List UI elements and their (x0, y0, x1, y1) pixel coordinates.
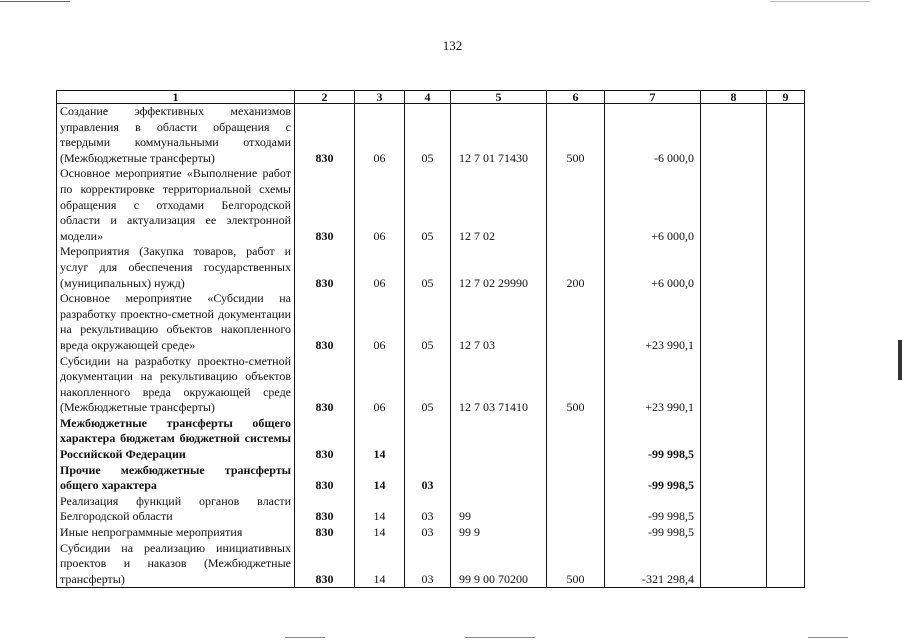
row-subsection: 03 (405, 525, 451, 541)
row-section: 14 (355, 416, 405, 463)
row-col-8 (701, 463, 767, 494)
row-expense-type (547, 463, 605, 494)
row-name: Иные непрограммные мероприятия (57, 525, 295, 541)
row-col-8 (701, 494, 767, 525)
row-target-article: 12 7 03 (451, 291, 547, 353)
row-subsection: 05 (405, 354, 451, 416)
row-section: 06 (355, 166, 405, 244)
table-row (57, 494, 805, 525)
row-subsection: 05 (405, 244, 451, 291)
row-section: 14 (355, 525, 405, 541)
row-col-8 (701, 244, 767, 291)
row-grbs: 830 (295, 354, 355, 416)
row-target-article: 99 9 (451, 525, 547, 541)
row-subsection: 05 (405, 104, 451, 167)
header-row (57, 91, 805, 104)
scan-top-line-left (0, 1, 70, 2)
row-target-article: 99 (451, 494, 547, 525)
row-expense-type (547, 291, 605, 353)
row-amount: -6 000,0 (605, 104, 701, 167)
row-name: Основное мероприятие «Субсидии на разработку проектно-сметной документации на рекультивацию объектов накопленного вреда окружающей среде» (57, 291, 295, 353)
row-col-9 (767, 166, 805, 244)
page-number: 132 (442, 38, 463, 53)
binding-edge-mark (898, 340, 902, 380)
scan-top-line-right (770, 1, 870, 2)
row-col-9 (767, 354, 805, 416)
row-grbs: 830 (295, 416, 355, 463)
row-section: 14 (355, 541, 405, 588)
scan-bottom-line-3 (808, 637, 848, 638)
row-expense-type: 500 (547, 541, 605, 588)
header-col-9: 9 (767, 91, 805, 104)
row-amount: +6 000,0 (605, 166, 701, 244)
row-name: Основное мероприятие «Выполнение работ по корректировке территориальной схемы обращения с отходами Белгородской области и актуализация ее электронной модели» (57, 166, 295, 244)
row-col-9 (767, 416, 805, 463)
row-grbs: 830 (295, 494, 355, 525)
row-col-9 (767, 104, 805, 167)
table-row (57, 291, 805, 353)
table-row (57, 525, 805, 541)
row-section: 06 (355, 354, 405, 416)
row-target-article (451, 463, 547, 494)
row-expense-type (547, 166, 605, 244)
row-target-article: 12 7 01 71430 (451, 104, 547, 167)
row-amount: -99 998,5 (605, 416, 701, 463)
row-name: Прочие межбюджетные трансферты общего характера (57, 463, 295, 494)
header-col-8: 8 (701, 91, 767, 104)
table-body (57, 104, 805, 588)
header-col-6: 6 (547, 91, 605, 104)
row-subsection: 05 (405, 166, 451, 244)
row-amount: +23 990,1 (605, 354, 701, 416)
row-expense-type (547, 416, 605, 463)
row-expense-type (547, 494, 605, 525)
row-col-8 (701, 354, 767, 416)
row-section: 14 (355, 463, 405, 494)
row-grbs: 830 (295, 104, 355, 167)
table-row (57, 166, 805, 244)
row-name: Субсидии на реализацию инициативных проектов и наказов (Межбюджетные трансферты) (57, 541, 295, 588)
row-grbs: 830 (295, 166, 355, 244)
budget-table (56, 90, 805, 588)
row-subsection: 03 (405, 463, 451, 494)
row-grbs: 830 (295, 291, 355, 353)
row-section: 06 (355, 104, 405, 167)
row-grbs: 830 (295, 525, 355, 541)
row-amount: -99 998,5 (605, 525, 701, 541)
row-expense-type: 500 (547, 104, 605, 167)
row-name: Мероприятия (Закупка товаров, работ и услуг для обеспечения государственных (муниципальных) нужд) (57, 244, 295, 291)
row-amount: -99 998,5 (605, 494, 701, 525)
row-grbs: 830 (295, 244, 355, 291)
row-col-9 (767, 463, 805, 494)
row-col-9 (767, 541, 805, 588)
row-section: 06 (355, 291, 405, 353)
row-subsection: 03 (405, 494, 451, 525)
header-col-7: 7 (605, 91, 701, 104)
table-row (57, 463, 805, 494)
row-col-9 (767, 494, 805, 525)
header-col-2: 2 (295, 91, 355, 104)
table-row (57, 541, 805, 588)
row-name: Субсидии на разработку проектно-сметной документации на рекультивацию объектов накопленного вреда окружающей среде (Межбюджетные трансферты) (57, 354, 295, 416)
table-row (57, 244, 805, 291)
scan-bottom-line-2 (465, 637, 535, 638)
row-target-article: 12 7 03 71410 (451, 354, 547, 416)
row-grbs: 830 (295, 541, 355, 588)
row-amount: -99 998,5 (605, 463, 701, 494)
header-col-5: 5 (451, 91, 547, 104)
row-name: Реализация функций органов власти Белгородской области (57, 494, 295, 525)
table-row (57, 354, 805, 416)
row-target-article: 12 7 02 29990 (451, 244, 547, 291)
row-amount: +23 990,1 (605, 291, 701, 353)
row-subsection: 05 (405, 291, 451, 353)
row-col-9 (767, 244, 805, 291)
row-col-8 (701, 525, 767, 541)
row-subsection: 03 (405, 541, 451, 588)
table-row (57, 416, 805, 463)
row-name: Межбюджетные трансферты общего характера бюджетам бюджетной системы Российской Федерации (57, 416, 295, 463)
row-expense-type: 500 (547, 354, 605, 416)
row-section: 06 (355, 244, 405, 291)
row-expense-type (547, 525, 605, 541)
header-col-4: 4 (405, 91, 451, 104)
row-expense-type: 200 (547, 244, 605, 291)
row-amount: +6 000,0 (605, 244, 701, 291)
row-subsection (405, 416, 451, 463)
row-amount: -321 298,4 (605, 541, 701, 588)
row-col-8 (701, 416, 767, 463)
row-section: 14 (355, 494, 405, 525)
row-col-9 (767, 525, 805, 541)
row-col-8 (701, 104, 767, 167)
row-target-article (451, 416, 547, 463)
row-col-8 (701, 166, 767, 244)
table-row (57, 104, 805, 167)
row-col-8 (701, 541, 767, 588)
header-col-3: 3 (355, 91, 405, 104)
row-col-9 (767, 291, 805, 353)
row-grbs: 830 (295, 463, 355, 494)
row-name: Создание эффективных механизмов управления в области обращения с твердыми коммунальными отходами (Межбюджетные трансферты) (57, 104, 295, 167)
scan-bottom-line-1 (285, 637, 325, 638)
row-target-article: 99 9 00 70200 (451, 541, 547, 588)
row-target-article: 12 7 02 (451, 166, 547, 244)
row-col-8 (701, 291, 767, 353)
header-col-1: 1 (57, 91, 295, 104)
